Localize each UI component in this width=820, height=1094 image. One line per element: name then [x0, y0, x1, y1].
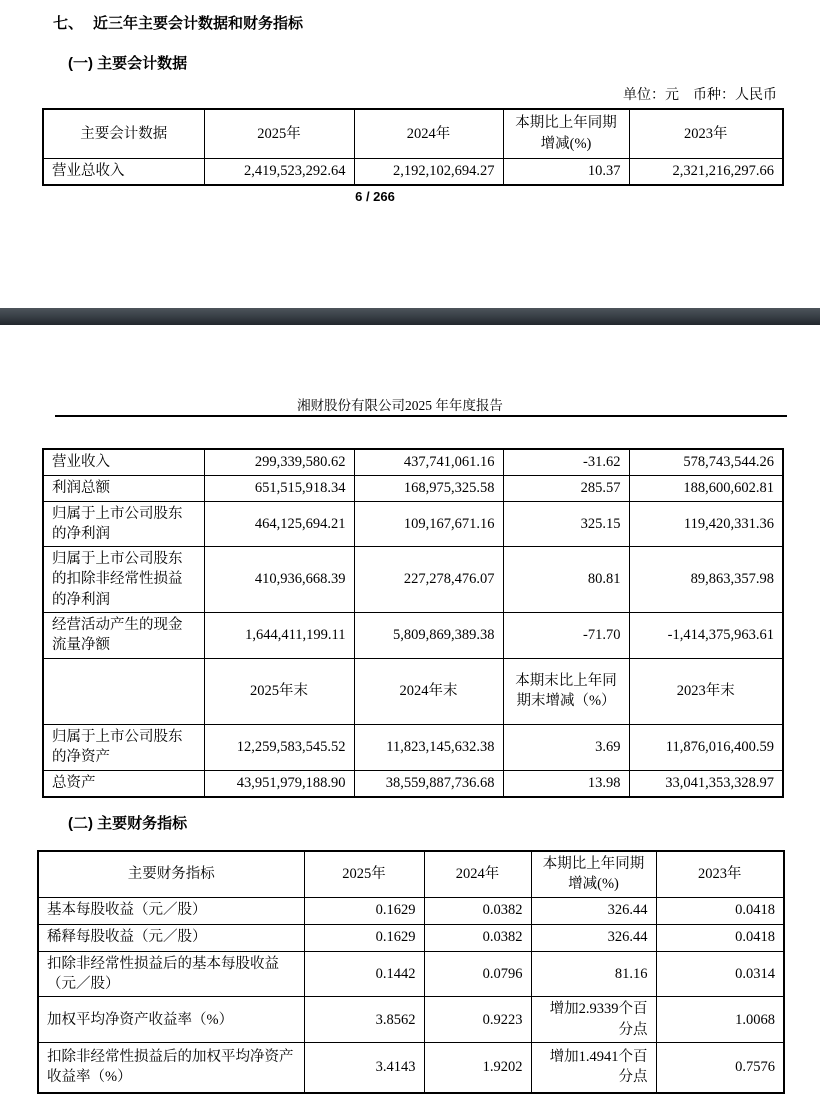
value-cell: 0.1629 [304, 924, 424, 951]
value-cell: 0.0382 [424, 924, 531, 951]
table-row [43, 475, 783, 501]
header-cell: 主要会计数据 [43, 109, 204, 158]
value-cell: 0.7576 [656, 1043, 784, 1093]
table-row [43, 449, 783, 475]
row-label: 基本每股收益（元／股） [38, 897, 304, 924]
value-cell: 227,278,476.07 [354, 547, 503, 613]
value-cell: 1,644,411,199.11 [204, 612, 354, 658]
value-cell: 0.0796 [424, 951, 531, 997]
value-cell: 119,420,331.36 [629, 501, 783, 547]
page-number: 6 / 266 [355, 189, 395, 204]
header-cell: 2024年 [354, 109, 503, 158]
page-separator [0, 308, 820, 325]
unit-note: 单位：元 币种：人民币 [623, 88, 777, 103]
value-cell: 0.0314 [656, 951, 784, 997]
value-cell: 3.69 [503, 724, 629, 770]
value-cell: 10.37 [503, 158, 629, 185]
value-cell: 0.0418 [656, 897, 784, 924]
value-cell: 12,259,583,545.52 [204, 724, 354, 770]
header-cell: 2023年 [629, 109, 783, 158]
value-cell: 326.44 [531, 924, 656, 951]
value-cell: 3.8562 [304, 997, 424, 1043]
header-cell: 主要财务指标 [38, 851, 304, 897]
table-row [43, 770, 783, 797]
header-cell: 2023年 [656, 851, 784, 897]
indicators-table [37, 850, 785, 1094]
row-label: 营业总收入 [43, 158, 204, 185]
value-cell: 109,167,671.16 [354, 501, 503, 547]
section-title: 近三年主要会计数据和财务指标 [93, 15, 304, 32]
value-cell: 33,041,353,328.97 [629, 770, 783, 797]
section-number: 七、 [53, 15, 84, 32]
table-row [38, 951, 784, 997]
header-cell: 2025年末 [204, 658, 354, 724]
section-heading [53, 12, 303, 33]
report-header: 湘财股份有限公司2025 年年度报告 [297, 398, 503, 413]
row-label: 营业收入 [43, 449, 204, 475]
value-cell: -1,414,375,963.61 [629, 612, 783, 658]
value-cell: 188,600,602.81 [629, 475, 783, 501]
value-cell: 0.0382 [424, 897, 531, 924]
value-cell: 38,559,887,736.68 [354, 770, 503, 797]
value-cell: 43,951,979,188.90 [204, 770, 354, 797]
table-row [43, 501, 783, 547]
subsection-heading-2: (二) 主要财务指标 [68, 815, 188, 832]
value-cell: 80.81 [503, 547, 629, 613]
value-cell: 11,823,145,632.38 [354, 724, 503, 770]
table-row [43, 547, 783, 613]
value-cell: 464,125,694.21 [204, 501, 354, 547]
header-rule [55, 415, 787, 417]
value-cell: 168,975,325.58 [354, 475, 503, 501]
row-label: 经营活动产生的现金流量净额 [43, 612, 204, 658]
value-cell: 2,419,523,292.64 [204, 158, 354, 185]
header-cell: 2023年末 [629, 658, 783, 724]
header-cell: 本期比上年同期增减(%) [531, 851, 656, 897]
value-cell: 285.57 [503, 475, 629, 501]
table-row [43, 612, 783, 658]
value-cell: 0.0418 [656, 924, 784, 951]
value-cell: 增加1.4941个百分点 [531, 1043, 656, 1093]
value-cell: 89,863,357.98 [629, 547, 783, 613]
row-label: 稀释每股收益（元／股） [38, 924, 304, 951]
header-cell: 2024年 [424, 851, 531, 897]
table-row [38, 997, 784, 1043]
table-mid-header-row [43, 658, 783, 724]
table-row [43, 724, 783, 770]
value-cell: 299,339,580.62 [204, 449, 354, 475]
header-cell: 2024年末 [354, 658, 503, 724]
value-cell: 1.9202 [424, 1043, 531, 1093]
value-cell: 11,876,016,400.59 [629, 724, 783, 770]
row-label: 扣除非经常性损益后的基本每股收益（元／股） [38, 951, 304, 997]
table-row [38, 897, 784, 924]
value-cell: 81.16 [531, 951, 656, 997]
value-cell: 0.9223 [424, 997, 531, 1043]
row-label: 总资产 [43, 770, 204, 797]
subsection-heading-1: (一) 主要会计数据 [68, 55, 188, 72]
value-cell: -31.62 [503, 449, 629, 475]
value-cell: 325.15 [503, 501, 629, 547]
row-label: 利润总额 [43, 475, 204, 501]
value-cell: 13.98 [503, 770, 629, 797]
value-cell: 326.44 [531, 897, 656, 924]
value-cell: 增加2.9339个百分点 [531, 997, 656, 1043]
value-cell: 578,743,544.26 [629, 449, 783, 475]
header-cell-empty [43, 658, 204, 724]
row-label: 扣除非经常性损益后的加权平均净资产收益率（%） [38, 1043, 304, 1093]
value-cell: 2,321,216,297.66 [629, 158, 783, 185]
value-cell: -71.70 [503, 612, 629, 658]
header-cell: 本期末比上年同期末增减（%） [503, 658, 629, 724]
value-cell: 410,936,668.39 [204, 547, 354, 613]
table-header-row [43, 109, 783, 158]
value-cell: 0.1442 [304, 951, 424, 997]
accounting-table-page1 [42, 108, 784, 186]
row-label: 加权平均净资产收益率（%） [38, 997, 304, 1043]
value-cell: 3.4143 [304, 1043, 424, 1093]
accounting-table-page2 [42, 448, 784, 798]
row-label: 归属于上市公司股东的净利润 [43, 501, 204, 547]
value-cell: 437,741,061.16 [354, 449, 503, 475]
row-label: 归属于上市公司股东的扣除非经常性损益的净利润 [43, 547, 204, 613]
value-cell: 1.0068 [656, 997, 784, 1043]
table-header-row [38, 851, 784, 897]
header-cell: 本期比上年同期增减(%) [503, 109, 629, 158]
value-cell: 5,809,869,389.38 [354, 612, 503, 658]
value-cell: 2,192,102,694.27 [354, 158, 503, 185]
table-row [38, 1043, 784, 1093]
table-row [43, 158, 783, 185]
value-cell: 651,515,918.34 [204, 475, 354, 501]
value-cell: 0.1629 [304, 897, 424, 924]
table-row [38, 924, 784, 951]
header-cell: 2025年 [304, 851, 424, 897]
row-label: 归属于上市公司股东的净资产 [43, 724, 204, 770]
header-cell: 2025年 [204, 109, 354, 158]
